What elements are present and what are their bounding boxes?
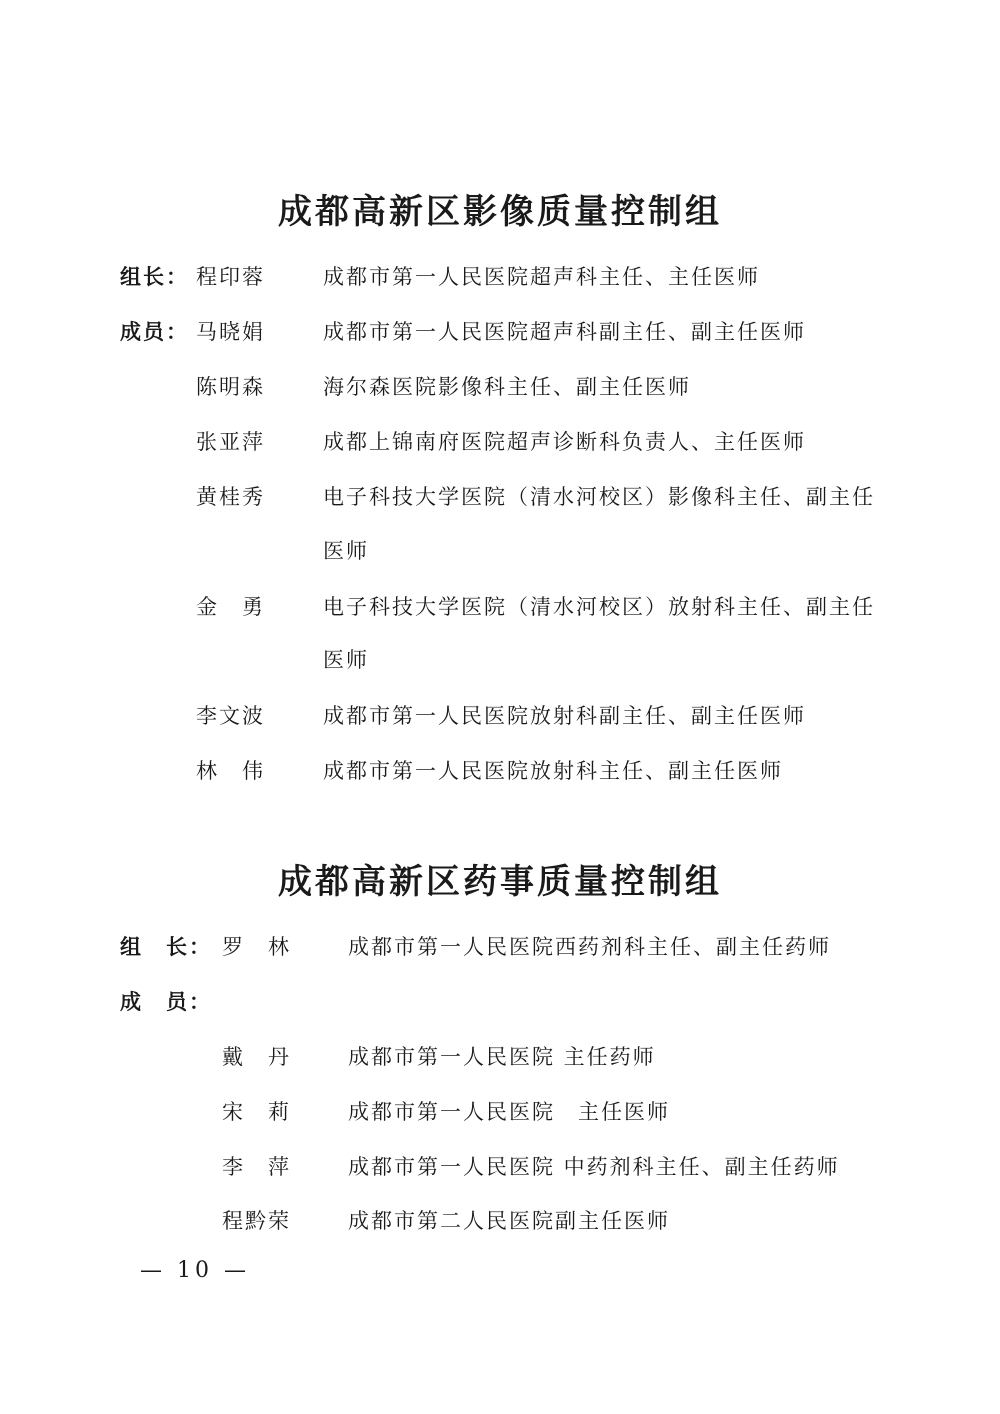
member-name: 林 伟 [196,759,265,783]
member-name: 黄桂秀 [196,485,265,509]
member-desc: 成都市第一人民医院超声科副主任、副主任医师 [323,320,806,344]
member-desc: 电子科技大学医院（清水河校区）影像科主任、副主任 [323,485,875,509]
leader-name: 罗 林 [222,935,291,959]
member-name: 金 勇 [196,595,265,619]
member-name: 李 萍 [222,1155,291,1179]
leader-desc: 成都市第一人民医院西药剂科主任、副主任药师 [348,935,831,959]
member-name: 李文波 [196,704,265,728]
member-desc: 成都上锦南府医院超声诊断科负责人、主任医师 [323,430,806,454]
section2-title: 成都高新区药事质量控制组 [278,862,722,902]
member-desc: 成都市第一人民医院 主任医师 [348,1100,670,1124]
member-desc-continued: 医师 [323,539,369,563]
leader-desc: 成都市第一人民医院超声科主任、主任医师 [323,265,760,289]
member-desc: 成都市第二人民医院副主任医师 [348,1209,670,1233]
member-name: 戴 丹 [222,1045,291,1069]
member-name: 宋 莉 [222,1100,291,1124]
member-name: 马晓娟 [196,320,265,344]
leader-role-label: 组 长： [120,934,212,959]
members-role-label: 成员： [120,319,189,344]
member-name: 张亚萍 [196,430,265,454]
member-desc: 成都市第一人民医院放射科副主任、副主任医师 [323,704,806,728]
member-name: 陈明森 [196,375,265,399]
leader-role-label: 组长： [120,264,189,289]
members-role-label: 成 员： [120,989,212,1014]
member-desc: 电子科技大学医院（清水河校区）放射科主任、副主任 [323,595,875,619]
member-desc: 海尔森医院影像科主任、副主任医师 [323,375,691,399]
page-number: — 10 — [140,1258,250,1283]
member-desc: 成都市第一人民医院 主任药师 [348,1045,656,1069]
leader-name: 程印蓉 [196,265,265,289]
member-desc: 成都市第一人民医院放射科主任、副主任医师 [323,759,783,783]
member-desc: 成都市第一人民医院 中药剂科主任、副主任药师 [348,1155,840,1179]
member-name: 程黔荣 [222,1209,291,1233]
section1-title: 成都高新区影像质量控制组 [278,192,722,232]
member-desc-continued: 医师 [323,648,369,672]
